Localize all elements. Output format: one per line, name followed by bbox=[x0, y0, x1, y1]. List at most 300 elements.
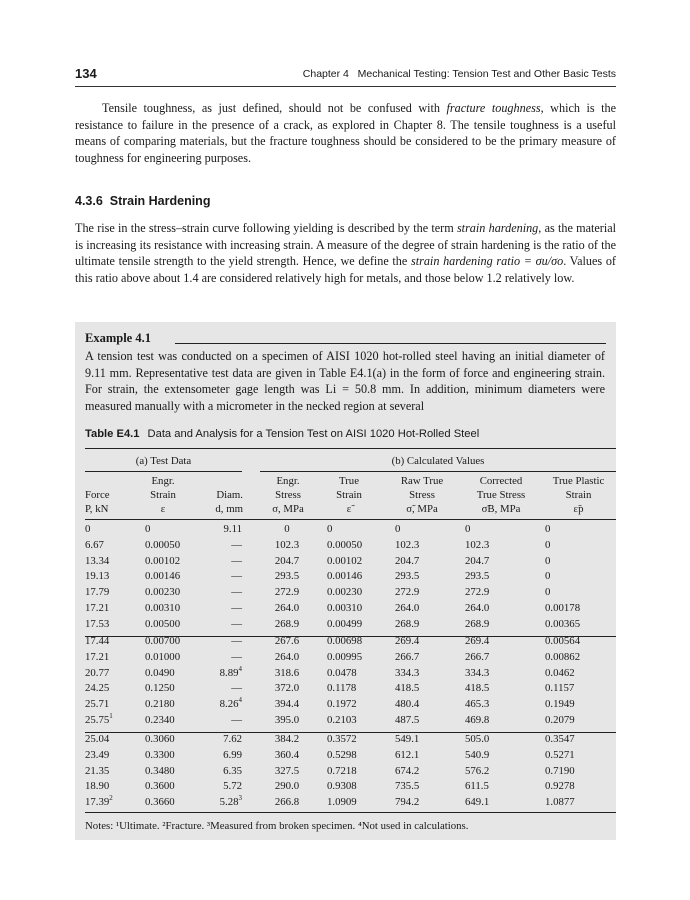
table-cell bbox=[145, 779, 205, 793]
table-cell bbox=[465, 697, 545, 711]
cell-value: 360.4 bbox=[274, 748, 300, 761]
cell-value: 0.3300 bbox=[145, 748, 175, 761]
table-cell bbox=[145, 764, 205, 778]
table-cell bbox=[465, 764, 545, 778]
table-cell bbox=[545, 538, 616, 552]
column-header-5-line-1: True bbox=[338, 475, 359, 487]
table-cell bbox=[260, 601, 314, 615]
table-cell bbox=[85, 795, 125, 809]
table-cell bbox=[145, 732, 205, 746]
cell-value: 264.0 bbox=[274, 650, 300, 663]
table-cell bbox=[327, 697, 377, 711]
table-cell bbox=[260, 666, 314, 680]
table-cell bbox=[395, 650, 459, 664]
table-cell bbox=[395, 795, 459, 809]
cell-value: 394.4 bbox=[274, 698, 300, 711]
cell-value: — bbox=[231, 538, 242, 551]
column-header-2-line-3: ε bbox=[160, 503, 166, 515]
cell-value: 23.49 bbox=[85, 748, 110, 761]
cell-value: 505.0 bbox=[465, 733, 490, 745]
table-cell bbox=[545, 779, 616, 793]
table-cell bbox=[327, 666, 377, 680]
table-cell bbox=[145, 697, 205, 711]
footnote-marker: 4 bbox=[238, 696, 242, 705]
cell-value: 418.5 bbox=[465, 682, 490, 695]
group-header-calculated: (b) Calculated Values bbox=[391, 455, 485, 467]
cell-value: 0 bbox=[284, 523, 290, 535]
table-cell bbox=[205, 732, 242, 746]
cell-value: 1.0909 bbox=[327, 796, 357, 809]
group-rule-a bbox=[85, 471, 242, 472]
table-cell bbox=[465, 585, 545, 599]
cell-value: 9.11 bbox=[223, 523, 242, 535]
cell-value: 8.26 bbox=[219, 698, 239, 711]
table-cell bbox=[85, 634, 125, 648]
cell-value: 0 bbox=[545, 570, 551, 583]
cell-value: 0 bbox=[545, 554, 551, 567]
table-cell bbox=[205, 554, 242, 568]
cell-value: 0.0478 bbox=[327, 666, 357, 679]
table-cell bbox=[260, 779, 314, 793]
cell-value: 0.5271 bbox=[545, 748, 575, 761]
cell-value: 17.53 bbox=[85, 617, 110, 630]
cell-value: 272.9 bbox=[274, 586, 300, 599]
table-cell bbox=[85, 666, 125, 680]
cell-value: 0.9278 bbox=[545, 780, 575, 793]
table-cell bbox=[260, 732, 314, 746]
table-cell bbox=[395, 522, 459, 536]
cell-value: 0.2340 bbox=[145, 714, 175, 726]
table-cell bbox=[260, 538, 314, 552]
cell-value: 611.5 bbox=[465, 780, 489, 793]
example-text: A tension test was conducted on a specimen of AISI 1020 hot-rolled steel having an initial diameter of 9.11 mm. Representative test data are given in Table E4.1(a) in the form of force and engineering strain. For strain, the extensometer gage length was Li = 50.8 mm. In addition, minimum diameters were measured manually with a micrometer in the necked region at several bbox=[85, 349, 605, 413]
cell-value: 17.21 bbox=[85, 602, 110, 614]
cell-value: 0.00698 bbox=[327, 635, 363, 647]
table-cell bbox=[85, 601, 125, 615]
table-cell bbox=[395, 732, 459, 746]
table-cell bbox=[327, 585, 377, 599]
cell-value: — bbox=[231, 554, 242, 567]
cell-value: 21.35 bbox=[85, 764, 110, 777]
table-bottom-rule bbox=[85, 812, 616, 813]
cell-value: 0.0490 bbox=[145, 666, 175, 679]
table-cell bbox=[145, 538, 205, 552]
page-number: 134 bbox=[75, 66, 97, 81]
table-cell bbox=[205, 617, 242, 631]
table-cell bbox=[85, 569, 125, 583]
table-cell bbox=[545, 795, 616, 809]
table-notes: Notes: ¹Ultimate. ²Fracture. ³Measured from broken specimen. ⁴Not used in calculations. bbox=[85, 820, 469, 832]
cell-value: 0.00230 bbox=[145, 586, 181, 599]
example-title: Example 4.1 bbox=[85, 331, 151, 345]
cell-value: 266.7 bbox=[395, 650, 420, 663]
table-cell bbox=[395, 666, 459, 680]
table-cell bbox=[327, 538, 377, 552]
table-cell bbox=[205, 538, 242, 552]
table-cell bbox=[545, 666, 616, 680]
cell-value: 17.44 bbox=[85, 635, 110, 647]
table-cell bbox=[395, 748, 459, 762]
table-cell bbox=[85, 732, 125, 746]
table-cell bbox=[545, 585, 616, 599]
table-cell bbox=[327, 650, 377, 664]
cell-value: 1.0877 bbox=[545, 796, 575, 809]
cell-value: 5.72 bbox=[223, 780, 242, 793]
table-cell bbox=[85, 617, 125, 631]
cell-value: 0.00102 bbox=[145, 554, 181, 567]
table-cell bbox=[85, 585, 125, 599]
table-cell bbox=[205, 634, 242, 648]
cell-value: 334.3 bbox=[395, 666, 420, 679]
table-cell bbox=[327, 634, 377, 648]
cell-value: 204.7 bbox=[465, 554, 490, 567]
column-header-5-line-3: ε̃ bbox=[346, 503, 352, 515]
table-cell bbox=[545, 634, 616, 648]
cell-value: 0.0462 bbox=[545, 666, 575, 679]
table-cell bbox=[465, 795, 545, 809]
cell-value: 0.1178 bbox=[327, 682, 357, 695]
table-cell bbox=[85, 713, 125, 727]
table-cell bbox=[85, 748, 125, 762]
table-caption bbox=[85, 428, 479, 440]
table-cell bbox=[545, 601, 616, 615]
cell-value: 0.00365 bbox=[545, 617, 581, 630]
table-label: Table E4.1 bbox=[85, 428, 140, 440]
table-cell bbox=[260, 634, 314, 648]
table-cell bbox=[260, 795, 314, 809]
cell-value: 8.89 bbox=[219, 666, 239, 679]
table-cell bbox=[395, 634, 459, 648]
cell-value: 0.00310 bbox=[327, 602, 363, 614]
table-cell bbox=[145, 795, 205, 809]
cell-value: 25.71 bbox=[85, 698, 110, 711]
table-cell bbox=[465, 681, 545, 695]
column-header-3-line-3: d, mm bbox=[215, 503, 243, 515]
cell-value: 0.00050 bbox=[327, 538, 363, 551]
table-cell bbox=[327, 569, 377, 583]
table-cell bbox=[395, 538, 459, 552]
cell-value: 293.5 bbox=[465, 570, 490, 583]
running-header bbox=[75, 66, 616, 87]
table-cell bbox=[85, 697, 125, 711]
table-cell bbox=[145, 601, 205, 615]
column-header-4-line-2: Stress bbox=[275, 489, 301, 501]
cell-value: — bbox=[231, 682, 242, 695]
column-header-8-line-2: Strain bbox=[565, 489, 592, 501]
group-rule-b bbox=[260, 471, 616, 472]
table-cell bbox=[205, 748, 242, 762]
table-cell bbox=[205, 601, 242, 615]
cell-value: 264.0 bbox=[465, 602, 490, 614]
table-cell bbox=[395, 585, 459, 599]
table-cell bbox=[395, 779, 459, 793]
cell-value: 0.1949 bbox=[545, 698, 575, 711]
cell-value: 17.79 bbox=[85, 586, 110, 599]
table-cell bbox=[545, 697, 616, 711]
cell-value: 204.7 bbox=[395, 554, 420, 567]
table-cell bbox=[260, 554, 314, 568]
table-cell bbox=[260, 713, 314, 727]
table-cell bbox=[205, 697, 242, 711]
cell-value: 0.00178 bbox=[545, 602, 581, 614]
table-cell bbox=[145, 522, 205, 536]
table-cell bbox=[145, 713, 205, 727]
cell-value: — bbox=[231, 586, 242, 599]
table-cell bbox=[545, 732, 616, 746]
table-cell bbox=[465, 732, 545, 746]
table-cell bbox=[395, 554, 459, 568]
cell-value: 794.2 bbox=[395, 796, 420, 809]
table-cell bbox=[205, 666, 242, 680]
cell-value: 0.00499 bbox=[327, 617, 363, 630]
table-cell bbox=[260, 681, 314, 695]
table-cell bbox=[85, 538, 125, 552]
cell-value: 480.4 bbox=[395, 698, 420, 711]
cell-value: 327.5 bbox=[274, 764, 300, 777]
column-header-7-line-3: σ̃B, MPa bbox=[481, 503, 521, 515]
cell-value: 674.2 bbox=[395, 764, 420, 777]
table-cell bbox=[545, 748, 616, 762]
table-cell bbox=[145, 617, 205, 631]
table-cell bbox=[545, 554, 616, 568]
cell-value: 0.3660 bbox=[145, 796, 175, 809]
cell-value: 0.1250 bbox=[145, 682, 175, 695]
strain-hardening-paragraph: The rise in the stress–strain curve following yielding is described by the term strain hardening, as the material is increasing its resistance with increasing strain. A measure of the degree of strain hardening is the ratio of the ultimate tensile strength to the yield strength. Hence, we define the strain hardening ratio = σu/σo. Values of this ratio above about 1.4 are considered relatively high for metals, and those below 1.2 relatively low. bbox=[75, 221, 617, 286]
cell-value: 290.0 bbox=[274, 780, 300, 793]
cell-value: 264.0 bbox=[395, 602, 420, 614]
table-cell bbox=[545, 681, 616, 695]
cell-value: 24.25 bbox=[85, 682, 110, 695]
cell-value: 735.5 bbox=[395, 780, 420, 793]
footnote-marker: 1 bbox=[109, 712, 113, 720]
column-header-6-line-1: Raw True bbox=[400, 475, 444, 487]
cell-value: — bbox=[231, 570, 242, 583]
table-cell bbox=[465, 569, 545, 583]
table-cell bbox=[205, 764, 242, 778]
cell-value: 0.00995 bbox=[327, 650, 363, 663]
column-header-1-line-3: P, kN bbox=[85, 503, 109, 515]
table-cell bbox=[545, 522, 616, 536]
cell-value: 268.9 bbox=[395, 617, 420, 630]
cell-value: 0.3480 bbox=[145, 764, 175, 777]
table-cell bbox=[465, 713, 545, 727]
cell-value: 395.0 bbox=[274, 714, 300, 726]
table-cell bbox=[545, 617, 616, 631]
cell-value: 0.00564 bbox=[545, 635, 581, 647]
table-cell bbox=[327, 732, 377, 746]
table-cell bbox=[145, 554, 205, 568]
table-cell bbox=[260, 697, 314, 711]
table-cell bbox=[260, 569, 314, 583]
cell-value: 576.2 bbox=[465, 764, 490, 777]
cell-value: 334.3 bbox=[465, 666, 490, 679]
cell-value: 6.35 bbox=[223, 764, 242, 777]
cell-value: 0.3572 bbox=[327, 733, 357, 745]
table-top-rule bbox=[85, 448, 616, 449]
cell-value: 465.3 bbox=[465, 698, 490, 711]
cell-value: 372.0 bbox=[274, 682, 300, 695]
cell-value: 19.13 bbox=[85, 570, 110, 583]
cell-value: 267.6 bbox=[274, 635, 300, 647]
cell-value: 272.9 bbox=[395, 586, 420, 599]
group-header-test-data: (a) Test Data bbox=[135, 455, 192, 467]
table-cell bbox=[395, 569, 459, 583]
table-cell bbox=[85, 764, 125, 778]
table-cell bbox=[260, 585, 314, 599]
table-cell bbox=[545, 569, 616, 583]
cell-value: 0.00700 bbox=[145, 635, 181, 647]
cell-value: — bbox=[231, 602, 242, 614]
table-cell bbox=[327, 764, 377, 778]
cell-value: 384.2 bbox=[274, 733, 300, 745]
cell-value: 612.1 bbox=[395, 748, 420, 761]
cell-value: 0.00862 bbox=[545, 650, 581, 663]
table-cell bbox=[205, 522, 242, 536]
table-cell bbox=[465, 650, 545, 664]
table-cell bbox=[85, 779, 125, 793]
cell-value: 0.00310 bbox=[145, 602, 181, 614]
table-cell bbox=[205, 585, 242, 599]
cell-value: — bbox=[231, 617, 242, 630]
table-cell bbox=[327, 779, 377, 793]
cell-value: 0.00102 bbox=[327, 554, 363, 567]
table-cell bbox=[465, 554, 545, 568]
running-title: Chapter 4 Mechanical Testing: Tension Test and Other Basic Tests bbox=[302, 68, 616, 80]
table-cell bbox=[465, 601, 545, 615]
cell-value: 0.7190 bbox=[545, 764, 575, 777]
table-cell bbox=[205, 569, 242, 583]
cell-value: 102.3 bbox=[395, 538, 420, 551]
cell-value: 18.90 bbox=[85, 780, 110, 793]
table-cell bbox=[145, 681, 205, 695]
table-cell bbox=[85, 554, 125, 568]
column-header-3-line-2: Diam. bbox=[216, 489, 243, 501]
cell-value: 0 bbox=[545, 523, 551, 535]
table-cell bbox=[145, 748, 205, 762]
cell-value: 0.00230 bbox=[327, 586, 363, 599]
cell-value: 418.5 bbox=[395, 682, 420, 695]
table-cell bbox=[260, 748, 314, 762]
table-cell bbox=[327, 522, 377, 536]
cell-value: 6.67 bbox=[85, 538, 104, 551]
example-title-rule bbox=[175, 343, 606, 344]
cell-value: 0 bbox=[465, 523, 471, 535]
cell-value: 0.3060 bbox=[145, 733, 175, 745]
cell-value: 13.34 bbox=[85, 554, 110, 567]
cell-value: 0.01000 bbox=[145, 650, 181, 663]
cell-value: 540.9 bbox=[465, 748, 490, 761]
table-cell bbox=[327, 601, 377, 615]
cell-value: 487.5 bbox=[395, 714, 420, 726]
table-cell bbox=[260, 764, 314, 778]
table-cell bbox=[395, 697, 459, 711]
cell-value: 0 bbox=[85, 523, 91, 535]
cell-value: 0.5298 bbox=[327, 748, 357, 761]
table-cell bbox=[545, 764, 616, 778]
cell-value: 269.4 bbox=[465, 635, 490, 647]
cell-value: 266.7 bbox=[465, 650, 490, 663]
cell-value: 549.1 bbox=[395, 733, 420, 745]
cell-value: 266.8 bbox=[274, 796, 300, 809]
example-box bbox=[75, 322, 616, 840]
cell-value: 0.3600 bbox=[145, 780, 175, 793]
column-header-4-line-1: Engr. bbox=[276, 475, 300, 487]
table-cell bbox=[205, 779, 242, 793]
intro-paragraph: Tensile toughness, as just defined, should not be confused with fracture toughness, which is the resistance to failure in the presence of a crack, as explored in Chapter 8. The tensile toughness is a useful means of comparing materials, but the fracture toughness should be considered to be the primary measure of toughness for engineering purposes. bbox=[75, 101, 616, 166]
cell-value: 0.9308 bbox=[327, 780, 357, 793]
footnote-marker: 3 bbox=[238, 794, 242, 803]
table-cell bbox=[145, 666, 205, 680]
table-cell bbox=[327, 554, 377, 568]
cell-value: — bbox=[231, 650, 242, 663]
cell-value: 0.7218 bbox=[327, 764, 357, 777]
table-cell bbox=[465, 666, 545, 680]
column-header-7-line-1: Corrected bbox=[479, 475, 523, 487]
cell-value: 293.5 bbox=[395, 570, 420, 583]
cell-value: 268.9 bbox=[274, 617, 300, 630]
table-cell bbox=[465, 634, 545, 648]
cell-value: 0.00146 bbox=[327, 570, 363, 583]
column-header-2-line-2: Strain bbox=[150, 489, 176, 501]
cell-value: 0 bbox=[145, 523, 151, 535]
cell-value: 0.00500 bbox=[145, 617, 181, 630]
cell-value: 102.3 bbox=[465, 538, 490, 551]
table-cell bbox=[395, 713, 459, 727]
cell-value: 20.77 bbox=[85, 666, 110, 679]
cell-value: 0 bbox=[545, 586, 551, 599]
cell-value: 25.75 bbox=[85, 714, 110, 726]
cell-value: 0.2103 bbox=[327, 714, 357, 726]
cell-value: 649.1 bbox=[465, 796, 490, 809]
column-header-6-line-3: σ̃, MPa bbox=[406, 503, 438, 515]
table-cell bbox=[145, 650, 205, 664]
table-cell bbox=[205, 713, 242, 727]
cell-value: 0.00050 bbox=[145, 538, 181, 551]
cell-value: 293.5 bbox=[274, 570, 300, 583]
table-cell bbox=[465, 617, 545, 631]
cell-value: 264.0 bbox=[274, 602, 300, 614]
column-header-5-line-2: Strain bbox=[336, 489, 362, 501]
column-header-2-line-1: Engr. bbox=[151, 475, 175, 487]
table-cell bbox=[465, 748, 545, 762]
cell-value: 25.04 bbox=[85, 733, 110, 745]
table-cell bbox=[327, 681, 377, 695]
column-header-6-line-2: Stress bbox=[409, 489, 435, 501]
cell-value: 0.2180 bbox=[145, 698, 175, 711]
cell-value: 0 bbox=[395, 523, 401, 535]
cell-value: — bbox=[231, 635, 242, 647]
table-cell bbox=[145, 569, 205, 583]
table-cell bbox=[545, 650, 616, 664]
cell-value: 0.00146 bbox=[145, 570, 181, 583]
table-cell bbox=[395, 601, 459, 615]
column-header-8-line-3: ε̃p bbox=[573, 503, 584, 515]
table-cell bbox=[327, 748, 377, 762]
cell-value: 204.7 bbox=[274, 554, 300, 567]
table-cell bbox=[327, 617, 377, 631]
table-cell bbox=[395, 764, 459, 778]
table-cell bbox=[145, 634, 205, 648]
table-cell bbox=[205, 650, 242, 664]
section-heading: 4.3.6 Strain Hardening bbox=[75, 194, 211, 208]
cell-value: 0.3547 bbox=[545, 733, 575, 745]
column-header-7-line-2: True Stress bbox=[476, 489, 526, 501]
cell-value: 0.1972 bbox=[327, 698, 357, 711]
cell-value: 268.9 bbox=[465, 617, 490, 630]
table-cell bbox=[395, 681, 459, 695]
cell-value: 269.4 bbox=[395, 635, 420, 647]
table-cell bbox=[205, 795, 242, 809]
